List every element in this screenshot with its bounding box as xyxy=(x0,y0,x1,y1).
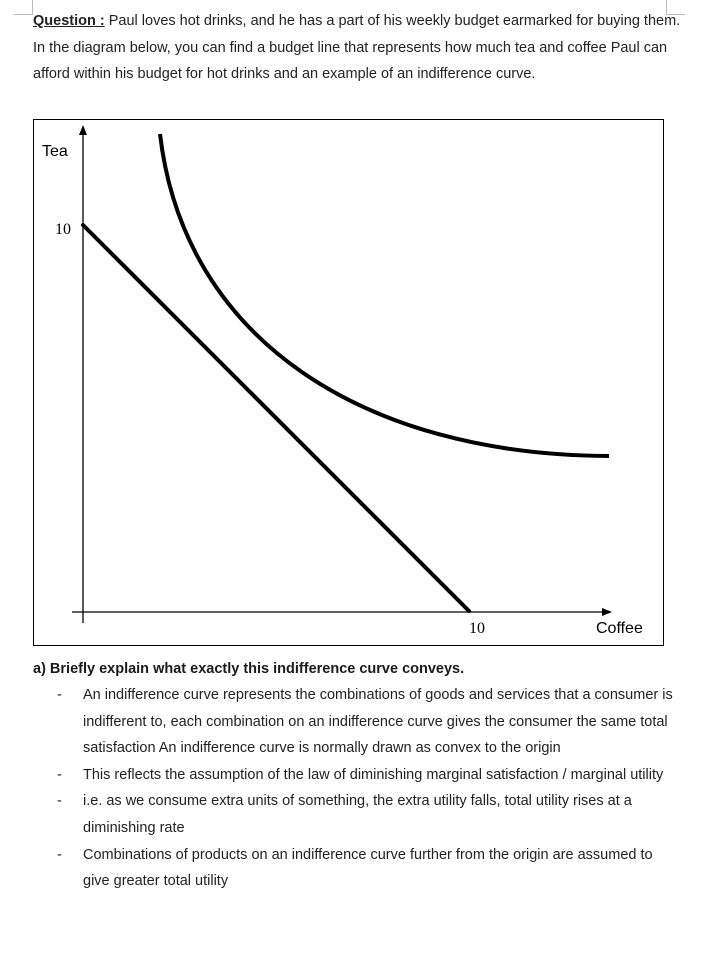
x-axis-arrowhead xyxy=(602,608,612,616)
bullet-text: An indifference curve represents the combinations of goods and services that a consumer is indifferent to, each combination on an indifference curve gives the consumer the same total satisfaction An indifference curve is normally drawn as convex to the origin xyxy=(83,687,673,757)
page-corner-mark-left xyxy=(14,0,33,15)
x-axis-label: Coffee xyxy=(596,620,643,637)
y-axis-arrowhead xyxy=(79,125,87,135)
indifference-curve xyxy=(160,134,609,456)
question-text: Paul loves hot drinks, and he has a part of his weekly budget earmarked for buying them. In the diagram below, you can find a budget line that represents how much tea and coffee Paul can afford within his budget for hot drinks and an example of an indifference curve. xyxy=(33,13,681,83)
bullet-dash: - xyxy=(57,846,62,863)
bullet-text: i.e. as we consume extra units of something, the extra utility falls, total utility rises at a diminishing rate xyxy=(83,793,632,836)
answer-list xyxy=(33,682,673,895)
question-label: Question : xyxy=(33,13,105,29)
list-item xyxy=(33,788,673,841)
part-a-heading: a) Briefly explain what exactly this indifference curve conveys. xyxy=(33,661,465,677)
budget-line xyxy=(83,225,469,611)
y-intercept-label: 10 xyxy=(55,221,71,238)
list-item xyxy=(33,682,673,762)
y-axis-label: Tea xyxy=(42,143,68,160)
bullet-dash: - xyxy=(57,793,62,810)
bullet-dash: - xyxy=(57,687,62,703)
bullet-text: Combinations of products on an indifference curve further from the origin are assumed to give greater total utility xyxy=(83,846,653,890)
x-intercept-label: 10 xyxy=(469,620,485,637)
list-item xyxy=(33,842,673,895)
bullet-dash: - xyxy=(57,766,62,783)
budget-line-diagram xyxy=(33,119,664,646)
diagram-canvas xyxy=(34,120,663,645)
question-paragraph xyxy=(33,8,683,88)
list-item xyxy=(33,762,673,789)
bullet-text: This reflects the assumption of the law of diminishing marginal satisfaction / marginal utility xyxy=(83,766,664,783)
